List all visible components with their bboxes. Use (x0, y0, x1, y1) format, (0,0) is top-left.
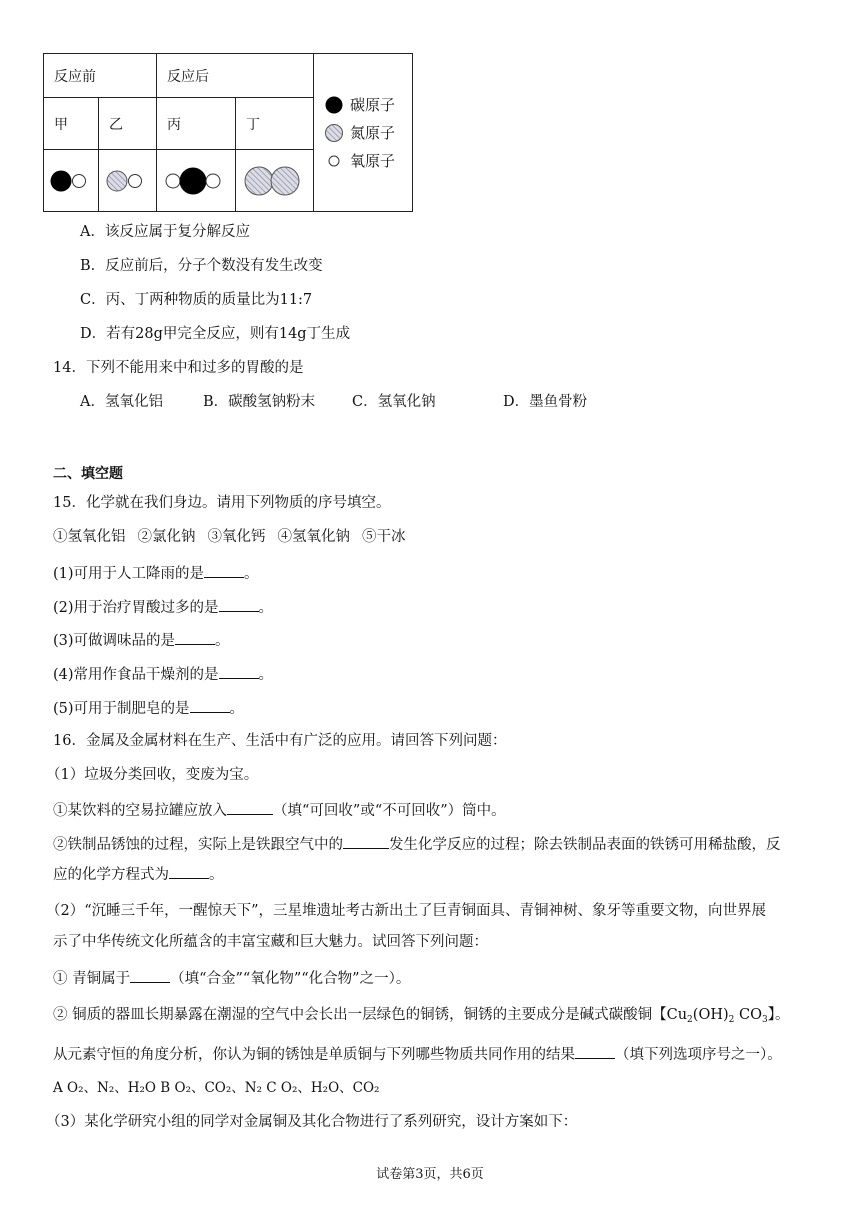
q13-option-b: B．反应前后，分子个数没有发生改变 (80, 258, 323, 274)
q16-stem: 16．金属及金属材料在生产、生活中有广泛的应用。请回答下列问题： (53, 733, 507, 749)
substance-1: ①氢氧化铝 (53, 529, 126, 545)
q15-item-2 (53, 597, 273, 617)
legend-oxygen (324, 147, 412, 175)
answer-blank[interactable] (575, 1044, 615, 1059)
q15-item-1 (53, 563, 259, 583)
q14-option-d: D．墨鱼骨粉 (503, 394, 588, 410)
q16-part3: （3）某化学研究小组的同学对金属铜及其化合物进行了系列研究，设计方案如下： (46, 1114, 578, 1130)
page-footer: 试卷第3页，共6页 (376, 1167, 484, 1182)
formula (667, 1007, 768, 1023)
q16-part2a-pre: ① 青铜属于 (53, 971, 131, 987)
q15-item-5-text: (5)可用于制肥皂的是 (53, 701, 190, 717)
answer-blank[interactable] (227, 800, 273, 815)
q15-substances (53, 528, 406, 546)
q16-part2c (53, 1044, 782, 1064)
formula-co: CO (738, 1007, 762, 1023)
legend-nitrogen (324, 119, 412, 147)
q16-part1a-post: （填“可回收”或“不可回收”）筒中。 (273, 803, 506, 819)
formula-co-sub: 3 (761, 1015, 768, 1025)
q16-part1b-line2-pre: 应的化学方程式为 (53, 867, 169, 883)
answer-blank[interactable] (190, 698, 230, 713)
q16-part2a-post: （填“合金”“氧化物”“化合物”之一）。 (170, 971, 411, 987)
q16-part2b-pre: ② 铜质的器皿长期暴露在潮湿的空气中会长出一层绿色的铜锈，铜锈的主要成分是碱式碳酸铜【 (53, 1007, 667, 1023)
period: 。 (258, 667, 274, 683)
answer-blank[interactable] (169, 864, 209, 879)
answer-blank[interactable] (204, 563, 244, 578)
carbon-atom-icon (324, 95, 344, 115)
q16-part1b (53, 834, 781, 854)
q16-part1a (53, 800, 506, 820)
formula-cu: Cu (666, 1007, 688, 1023)
q16-part1b-line2 (53, 864, 224, 884)
answer-blank[interactable] (343, 834, 389, 849)
answer-blank[interactable] (219, 664, 259, 679)
period: 。 (244, 566, 259, 582)
q15-item-2-text: (2)用于治疗胃酸过多的是 (53, 600, 219, 616)
molecule-bing-cell (157, 150, 236, 212)
q16-part1: （1）垃圾分类回收，变废为宝。 (46, 767, 259, 783)
q16-part2-line1: （2）“沉睡三千年，一醒惊天下”，三星堆遗址考古新出土了巨青铜面具、青铜神树、象牙等重要文物，向世界展 (46, 903, 767, 919)
answer-blank[interactable] (175, 630, 215, 645)
nitrogen-atom-icon (324, 123, 344, 143)
q16-part2c-post: （填下列选项序号之一）。 (615, 1047, 782, 1063)
header-after: 反应后 (157, 54, 314, 98)
q16-part2-options: A O₂、N₂、H₂O B O₂、CO₂、N₂ C O₂、H₂O、CO₂ (53, 1080, 380, 1096)
q16-part2b (53, 1006, 789, 1029)
q15-item-1-text: (1)可用于人工降雨的是 (53, 566, 205, 582)
legend-carbon (324, 91, 412, 119)
q15-item-5 (53, 698, 244, 718)
molecule-jia-cell (44, 150, 99, 212)
period: 。 (209, 867, 224, 883)
substance-3: ③氧化钙 (207, 529, 266, 545)
q16-part1a-pre: ①某饮料的空易拉罐应放入 (53, 803, 227, 819)
legend-carbon-label: 碳原子 (350, 96, 396, 114)
reaction-table (43, 53, 413, 212)
period: 。 (229, 701, 245, 717)
col-bing: 丙 (157, 98, 236, 150)
q14-option-a: A．氢氧化铝 (80, 394, 163, 410)
section-title: 二、填空题 (53, 466, 123, 482)
answer-blank[interactable] (130, 968, 170, 983)
q14-option-c: C．氢氧化钠 (352, 394, 436, 410)
col-yi: 乙 (99, 98, 157, 150)
molecule-co2-icon (162, 164, 228, 198)
formula-cu-sub: 2 (687, 1015, 693, 1025)
formula-oh: (OH) (692, 1007, 729, 1023)
legend-nitrogen-label: 氮原子 (350, 124, 396, 142)
molecule-yi-cell (99, 150, 157, 212)
molecule-no-icon (106, 168, 148, 194)
q15-item-4-text: (4)常用作食品干燥剂的是 (53, 667, 219, 683)
q13-option-c: C．丙、丁两种物质的质量比为11:7 (80, 292, 313, 308)
q14-option-b: B．碳酸氢钠粉末 (203, 394, 316, 410)
q16-part1b-pre: ②铁制品锈蚀的过程，实际上是铁跟空气中的 (53, 837, 343, 853)
q15-item-4 (53, 664, 273, 684)
q15-item-3-text: (3)可做调味品的是 (53, 633, 176, 649)
substance-2: ②氯化钠 (137, 529, 196, 545)
q16-part1b-post: 发生化学反应的过程；除去铁制品表面的铁锈可用稀盐酸，反 (389, 837, 781, 853)
q16-part2-line2: 示了中华传统文化所蕴含的丰富宝藏和巨大魅力。试回答下列问题： (53, 934, 488, 950)
molecule-co-icon (49, 168, 93, 194)
q14-stem: 14．下列不能用来中和过多的胃酸的是 (53, 360, 304, 376)
header-before: 反应前 (44, 54, 157, 98)
period: 。 (215, 633, 230, 649)
q16-part2a (53, 968, 410, 988)
molecule-n2-icon (242, 164, 304, 198)
q15-item-3 (53, 630, 230, 650)
legend-oxygen-label: 氧原子 (350, 152, 396, 170)
answer-blank[interactable] (219, 597, 259, 612)
substance-4: ④氢氧化钠 (277, 529, 350, 545)
q13-option-a: A．该反应属于复分解反应 (80, 224, 250, 240)
q16-part2b-post: 】。 (767, 1007, 790, 1023)
legend (314, 54, 413, 212)
molecule-ding-cell (236, 150, 314, 212)
q16-part2c-pre: 从元素守恒的角度分析，你认为铜的锈蚀是单质铜与下列哪些物质共同作用的结果 (53, 1047, 575, 1063)
q15-stem: 15．化学就在我们身边。请用下列物质的序号填空。 (53, 495, 391, 511)
col-jia: 甲 (44, 98, 99, 150)
substance-5: ⑤干冰 (362, 529, 406, 545)
formula-oh-sub: 2 (728, 1015, 735, 1025)
q13-option-d: D．若有28g甲完全反应，则有14g丁生成 (80, 326, 351, 342)
col-ding: 丁 (236, 98, 314, 150)
oxygen-atom-icon (324, 151, 344, 171)
period: 。 (258, 600, 274, 616)
